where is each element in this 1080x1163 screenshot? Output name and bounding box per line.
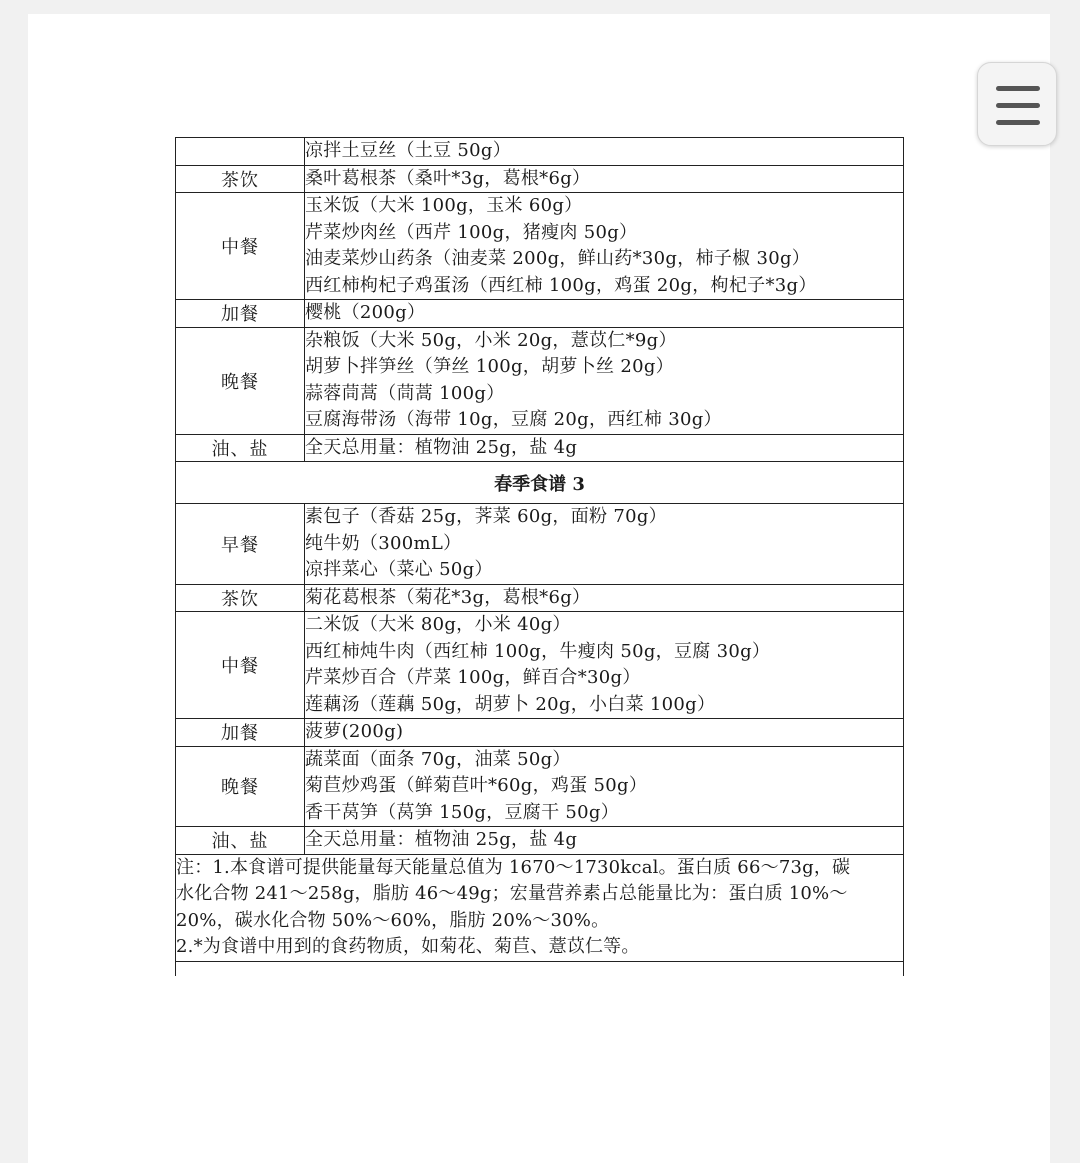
section-title: 春季食谱 3 <box>176 462 904 504</box>
dish-line: 菊苣炒鸡蛋（鲜菊苣叶*60g，鸡蛋 50g） <box>305 775 648 796</box>
table-row <box>176 854 904 961</box>
table-row <box>176 462 904 504</box>
hamburger-menu-icon-bar <box>996 103 1040 108</box>
meal-content <box>305 300 904 328</box>
dish-line: 凉拌土豆丝（土豆 50g） <box>305 140 512 161</box>
menu-button[interactable] <box>977 62 1057 146</box>
dish-line: 芹菜炒百合（芹菜 100g，鲜百合*30g） <box>305 667 641 688</box>
table-row <box>176 434 904 462</box>
meal-content <box>305 719 904 747</box>
dish-line: 纯牛奶（300mL） <box>305 532 462 554</box>
dish-line: 凉拌菜心（菜心 50g） <box>305 559 493 580</box>
meal-label: 晚餐 <box>176 327 305 434</box>
meal-label: 晚餐 <box>176 746 305 827</box>
dish-line: 蒜蓉茼蒿（茼蒿 100g） <box>305 382 505 404</box>
note-line: 20%，碳水化合物 50%～60%，脂肪 20%～30%。 <box>176 909 610 931</box>
meal-label: 中餐 <box>176 193 305 300</box>
meal-content <box>305 504 904 585</box>
meal-label: 中餐 <box>176 612 305 719</box>
table-row <box>176 165 904 193</box>
table-row <box>176 193 904 300</box>
table-row <box>176 504 904 585</box>
meal-content <box>305 612 904 719</box>
note-line: 水化合物 241～258g，脂肪 46～49g；宏量营养素占总能量比为：蛋白质 10%～ <box>176 883 848 904</box>
dish-line: 全天总用量：植物油 25g，盐 4g <box>305 436 578 458</box>
table-row <box>176 961 904 976</box>
meal-content <box>305 434 904 462</box>
table-row <box>176 327 904 434</box>
dish-line: 芹菜炒肉丝（西芹 100g，猪瘦肉 50g） <box>305 221 638 243</box>
dish-line: 菊花葛根茶（菊花*3g，葛根*6g） <box>305 586 591 608</box>
dish-line: 油麦菜炒山药条（油麦菜 200g，鲜山药*30g，柿子椒 30g） <box>305 248 811 269</box>
dish-line: 素包子（香菇 25g，荠菜 60g，面粉 70g） <box>305 506 667 527</box>
meal-label: 茶饮 <box>176 165 305 193</box>
table-row <box>176 827 904 855</box>
dish-line: 菠萝(200g) <box>305 721 404 742</box>
dish-line: 桑叶葛根茶（桑叶*3g，葛根*6g） <box>305 167 591 189</box>
meal-label <box>176 138 305 166</box>
table-row <box>176 719 904 747</box>
meal-label: 加餐 <box>176 719 305 747</box>
meal-label: 早餐 <box>176 504 305 585</box>
dish-line: 西红柿枸杞子鸡蛋汤（西红柿 100g，鸡蛋 20g，枸杞子*3g） <box>305 274 817 296</box>
meal-label: 茶饮 <box>176 584 305 612</box>
dish-line: 莲藕汤（莲藕 50g，胡萝卜 20g，小白菜 100g） <box>305 693 716 715</box>
dish-line: 全天总用量：植物油 25g，盐 4g <box>305 829 578 850</box>
table-row <box>176 612 904 719</box>
hamburger-menu-icon <box>996 86 1040 91</box>
recipe-notes <box>176 854 904 961</box>
meal-content <box>305 827 904 855</box>
dish-line: 蔬菜面（面条 70g，油菜 50g） <box>305 748 571 770</box>
meal-label: 加餐 <box>176 300 305 328</box>
meal-content <box>305 746 904 827</box>
dish-line: 香干莴笋（莴笋 150g，豆腐干 50g） <box>305 801 620 823</box>
meal-content <box>305 193 904 300</box>
table-row <box>176 584 904 612</box>
table-row-cut-off <box>176 961 904 976</box>
dish-line: 西红柿炖牛肉（西红柿 100g，牛瘦肉 50g，豆腐 30g） <box>305 640 771 662</box>
dish-line: 胡萝卜拌笋丝（笋丝 100g，胡萝卜丝 20g） <box>305 356 674 377</box>
recipe-table <box>175 137 904 976</box>
hamburger-menu-icon-bar <box>996 120 1040 125</box>
note-line: 注：1.本食谱可提供能量每天能量总值为 1670～1730kcal。蛋白质 66～73g，碳 <box>176 856 851 878</box>
meal-label: 油、盐 <box>176 434 305 462</box>
meal-content <box>305 584 904 612</box>
meal-label: 油、盐 <box>176 827 305 855</box>
dish-line: 玉米饭（大米 100g，玉米 60g） <box>305 195 583 216</box>
meal-content <box>305 165 904 193</box>
table-row <box>176 138 904 166</box>
note-line: 2.*为食谱中用到的食药物质，如菊花、菊苣、薏苡仁等。 <box>176 936 640 957</box>
dish-line: 杂粮饭（大米 50g，小米 20g，薏苡仁*9g） <box>305 329 677 351</box>
dish-line: 二米饭（大米 80g，小米 40g） <box>305 614 571 635</box>
meal-content <box>305 138 904 166</box>
table-row <box>176 746 904 827</box>
table-row <box>176 300 904 328</box>
dish-line: 樱桃（200g） <box>305 302 426 323</box>
meal-content <box>305 327 904 434</box>
dish-line: 豆腐海带汤（海带 10g，豆腐 20g，西红柿 30g） <box>305 409 722 430</box>
